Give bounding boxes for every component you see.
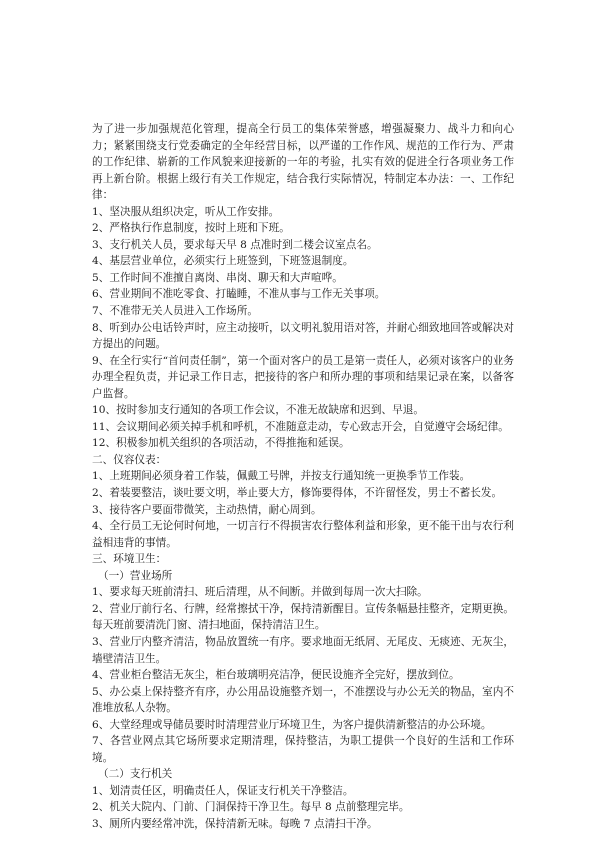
discipline-item-4: 4、基层营业单位，必须实行上班签到，下班签退制度。 bbox=[92, 255, 354, 268]
section-heading-hygiene: 三、环境卫生： bbox=[92, 553, 167, 566]
discipline-item-6: 6、营业期间不准吃零食、打瞌睡，不准从事与工作无关事项。 bbox=[92, 288, 386, 301]
appearance-item-4: 4、全行员工无论何时何地，一切言行不得损害农行整体利益和形象，更不能干出与农行利益相违背的事情。 bbox=[92, 520, 514, 549]
appearance-item-2: 2、着装要整洁，谈吐要文明，举止要大方，修饰要得体，不许留怪发，男士不蓄长发。 bbox=[92, 487, 503, 500]
office-item-2: 2、机关大院内、门前、门洞保持干净卫生。每早 8 点前整理完毕。 bbox=[92, 801, 410, 814]
discipline-item-3: 3、支行机关人员，要求每天早 8 点准时到二楼会议室点名。 bbox=[92, 238, 378, 251]
appearance-item-1: 1、上班期间必须身着工作装，佩戴工号牌，并按支行通知统一更换季节工作装。 bbox=[92, 470, 471, 483]
discipline-item-2: 2、严格执行作息制度，按时上班和下班。 bbox=[92, 222, 290, 235]
premises-item-6: 6、大堂经理或导储员要时时清理营业厅环境卫生，为客户提供清新整洁的办公环境。 bbox=[92, 718, 492, 731]
discipline-item-1: 1、坚决服从组织决定，听从工作安排。 bbox=[92, 205, 280, 218]
premises-item-5: 5、办公桌上保持整齐有序，办公用品设施整齐划一，不准摆设与办公无关的物品，室内不准堆放私人杂物。 bbox=[92, 685, 514, 715]
discipline-item-11: 11、会议期间必须关掉手机和呼机，不准随意走动，专心致志开会，自觉遵守会场纪律。 bbox=[92, 420, 509, 433]
discipline-item-12: 12、积极参加机关组织的各项活动，不得推拖和延误。 bbox=[92, 437, 350, 450]
premises-item-4: 4、营业柜台整洁无灰尘，柜台玻璃明亮洁净，便民设施齐全完好，摆放到位。 bbox=[92, 669, 460, 682]
premises-item-3: 3、营业厅内整齐清洁，物品放置统一有序。要求地面无纸屑、无尾皮、无痰迹、无灰尘，墙壁清洁卫生。 bbox=[92, 635, 514, 665]
appearance-item-3: 3、接待客户要面带微笑，主动热情，耐心周到。 bbox=[92, 503, 322, 516]
discipline-item-5: 5、工作时间不准擅自离岗、串岗、聊天和大声喧哗。 bbox=[92, 271, 343, 284]
office-item-3: 3、厕所内要经常冲洗，保持清新无味。每晚 7 点清扫干净。 bbox=[92, 817, 378, 830]
office-item-1: 1、划清责任区，明确责任人，保证支行机关干净整洁。 bbox=[92, 784, 354, 797]
premises-item-2: 2、营业厅前行名、行牌，经常擦拭干净，保持清新醒目。宣传条幅悬挂整齐，定期更换。每天班前要清洗门窗、清扫地面，保持清洁卫生。 bbox=[92, 602, 514, 632]
subheading-branch-office: （二）支行机关 bbox=[98, 768, 173, 781]
intro-paragraph: 为了进一步加强规范化管理，提高全行员工的集体荣誉感，增强凝聚力、战斗力和向心力；紧紧围绕支行党委确定的全年经营目标，以严谨的工作作风、规范的工作行为、严肃的工作纪律、崭新的工作风貌来迎接新的一年的考验，扎实有效的促进全行各项业务工作再上新台阶。根据上级行有关工作规定，结合我行实际情况，特制定本办法：一、工作纪律： bbox=[92, 123, 514, 202]
section-heading-appearance: 二、仪容仪表： bbox=[92, 453, 167, 466]
discipline-item-7: 7、不准带无关人员进入工作场所。 bbox=[92, 305, 258, 318]
premises-item-7: 7、各营业网点其它场所要求定期清理，保持整洁，为职工提供一个良好的生活和工作环境。 bbox=[92, 735, 514, 764]
discipline-item-10: 10、按时参加支行通知的各项工作会议，不准无故缺席和迟到、早退。 bbox=[92, 404, 424, 417]
discipline-item-9: 9、在全行实行“首问责任制”，第一个面对客户的员工是第一责任人，必须对该客户的业务办理全程负责，并记录工作日志，把接待的客户和所办理的事项和结果记录在案，以备客户监督。 bbox=[92, 354, 514, 400]
premises-item-1: 1、要求每天班前清扫、班后清理，从不间断。并做到每周一次大扫除。 bbox=[92, 586, 428, 599]
discipline-item-8: 8、听到办公电话铃声时，应主动接听，以文明礼貌用语对答，并耐心细致地回答或解决对方提出的问题。 bbox=[92, 321, 514, 351]
document-body bbox=[92, 121, 514, 833]
subheading-business-premises: （一）营业场所 bbox=[98, 569, 173, 582]
